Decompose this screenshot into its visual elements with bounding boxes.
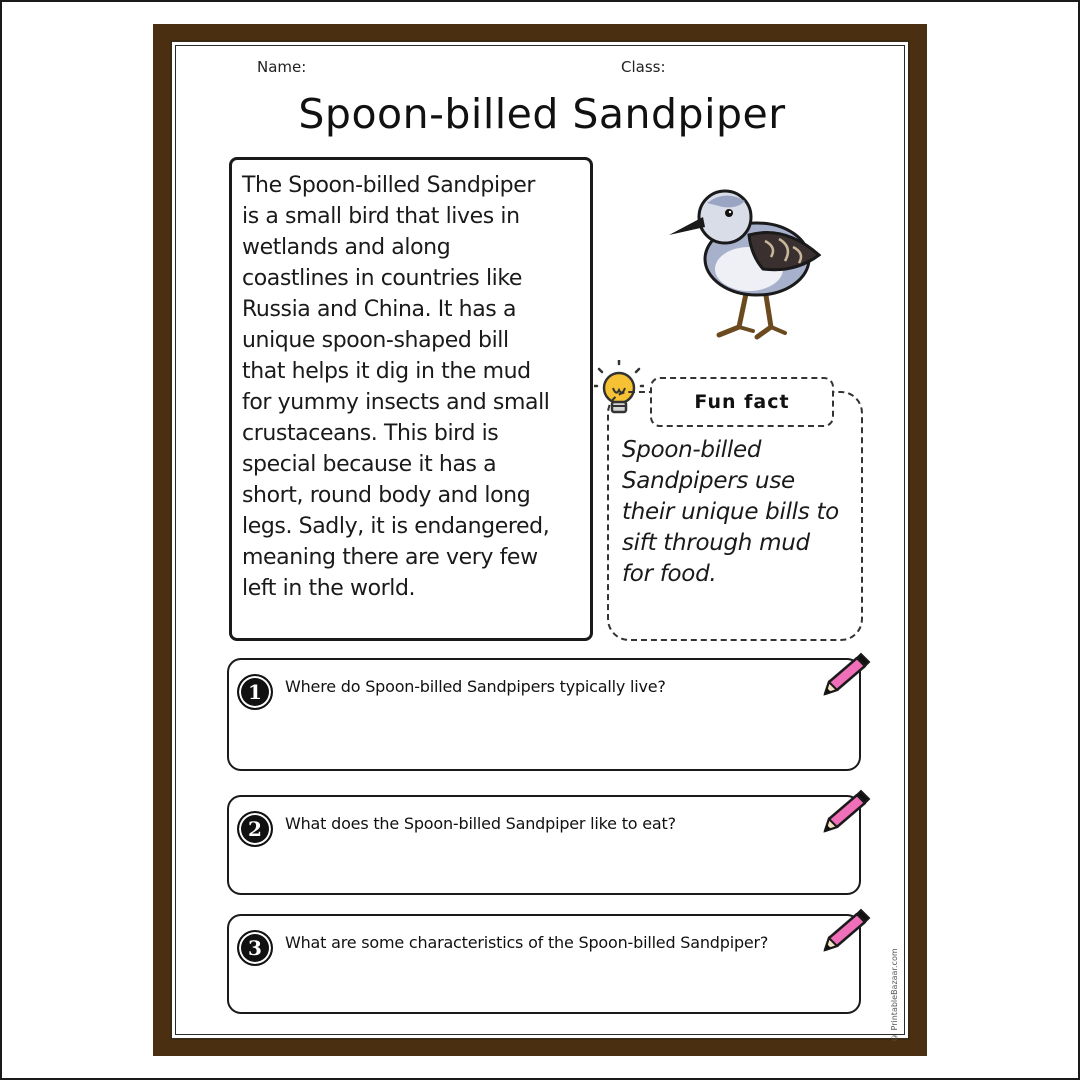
passage-line: for yummy insects and small [242,390,550,415]
fun-fact-line: Sandpipers use [622,468,795,494]
passage-line: is a small bird that lives in [242,204,520,229]
class-label: Class: [621,58,666,76]
question-number-1: 1 [237,674,273,710]
fun-fact-line: sift through mud [622,530,810,556]
question-box-1[interactable] [227,658,861,771]
passage-line: Russia and China. It has a [242,297,517,322]
passage-line: wetlands and along [242,235,451,260]
fun-fact-text [622,435,858,590]
passage-box [229,157,593,641]
sandpiper-illustration [667,177,827,347]
question-number-2: 2 [237,811,273,847]
worksheet-border [153,24,927,1056]
fun-fact-heading: Fun fact [650,377,834,427]
passage-line: unique spoon-shaped bill [242,328,509,353]
fun-fact-line: for food. [622,561,717,587]
passage-line: meaning there are very few [242,545,538,570]
question-box-2[interactable] [227,795,861,895]
passage-line: crustaceans. This bird is [242,421,499,446]
question-text-2: What does the Spoon-billed Sandpiper like to eat? [285,814,676,833]
pencil-icon [819,789,871,837]
pencil-icon [819,908,871,956]
fun-fact-line: their unique bills to [622,499,839,525]
question-text-1: Where do Spoon-billed Sandpipers typically live? [285,677,666,696]
passage-line: short, round body and long [242,483,531,508]
passage-line: The Spoon-billed Sandpiper [242,173,536,198]
passage-line: special because it has a [242,452,497,477]
question-number-3: 3 [237,930,273,966]
passage-line: legs. Sadly, it is endangered, [242,514,550,539]
passage-line: coastlines in countries like [242,266,523,291]
page-title: Spoon-billed Sandpiper [298,90,786,138]
fun-fact-line: Spoon-billed [622,437,762,463]
question-text-3: What are some characteristics of the Spoon-billed Sandpiper? [285,933,769,952]
passage-line: that helps it dig in the mud [242,359,531,384]
passage-text [242,170,587,604]
worksheet-page [170,40,910,1040]
name-label: Name: [257,58,307,76]
watermark: © PrintableBazaar.com [890,948,899,1042]
passage-line: left in the world. [242,576,416,601]
pencil-icon [819,652,871,700]
question-box-3[interactable] [227,914,861,1014]
